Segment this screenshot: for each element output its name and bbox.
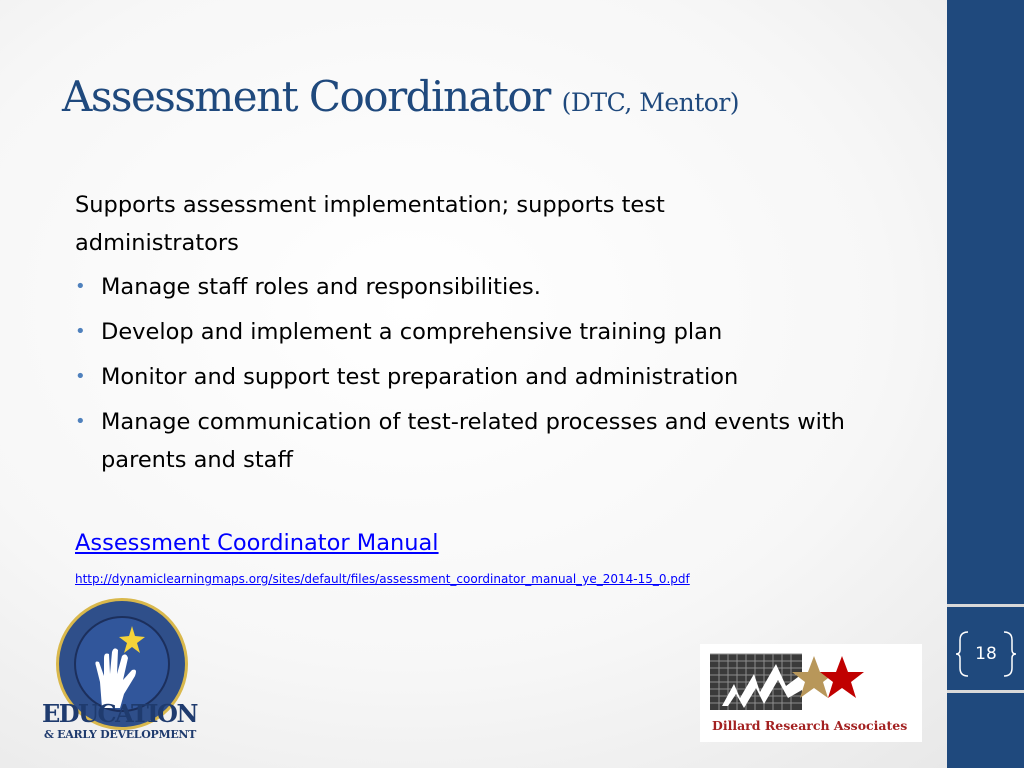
bullet-item [75, 268, 895, 306]
education-logo-subtext: & EARLY DEVELOPMENT [44, 728, 197, 741]
sidebar-divider-top [947, 604, 1024, 607]
slide-body [75, 186, 895, 486]
bullet-item [75, 313, 895, 351]
manual-url-link[interactable]: http://dynamiclearningmaps.org/sites/default/files/assessment_coordinator_manual_ye_2014-15_0.pdf [75, 572, 690, 586]
intro-text: Supports assessment implementation; supports test administrators [75, 192, 665, 256]
page-number-box [956, 628, 1016, 680]
bullet-dot-icon: • [75, 366, 86, 387]
bullet-item [75, 403, 895, 479]
manual-link[interactable]: Assessment Coordinator Manual [75, 530, 439, 556]
title-sub: (DTC, Mentor) [561, 88, 740, 117]
bullet-text: Manage communication of test-related processes and events with parents and staff [101, 409, 845, 473]
bullet-item [75, 358, 895, 396]
title-main: Assessment Coordinator [62, 72, 550, 121]
bullet-list [75, 268, 895, 479]
bullet-dot-icon: • [75, 411, 86, 432]
sidebar-divider-bottom [947, 690, 1024, 693]
dillard-logo-text: Dillard Research Associates [712, 718, 908, 733]
education-logo-text: EDUCATION [42, 699, 197, 728]
bullet-dot-icon: • [75, 321, 86, 342]
dillard-mark-icon [700, 644, 922, 714]
bullet-dot-icon: • [75, 276, 86, 297]
bullet-text: Manage staff roles and responsibilities. [101, 274, 541, 300]
bullet-text: Monitor and support test preparation and administration [101, 364, 739, 390]
bullet-text: Develop and implement a comprehensive training plan [101, 319, 723, 345]
page-number: 18 [975, 644, 997, 664]
slide-title [62, 72, 739, 121]
